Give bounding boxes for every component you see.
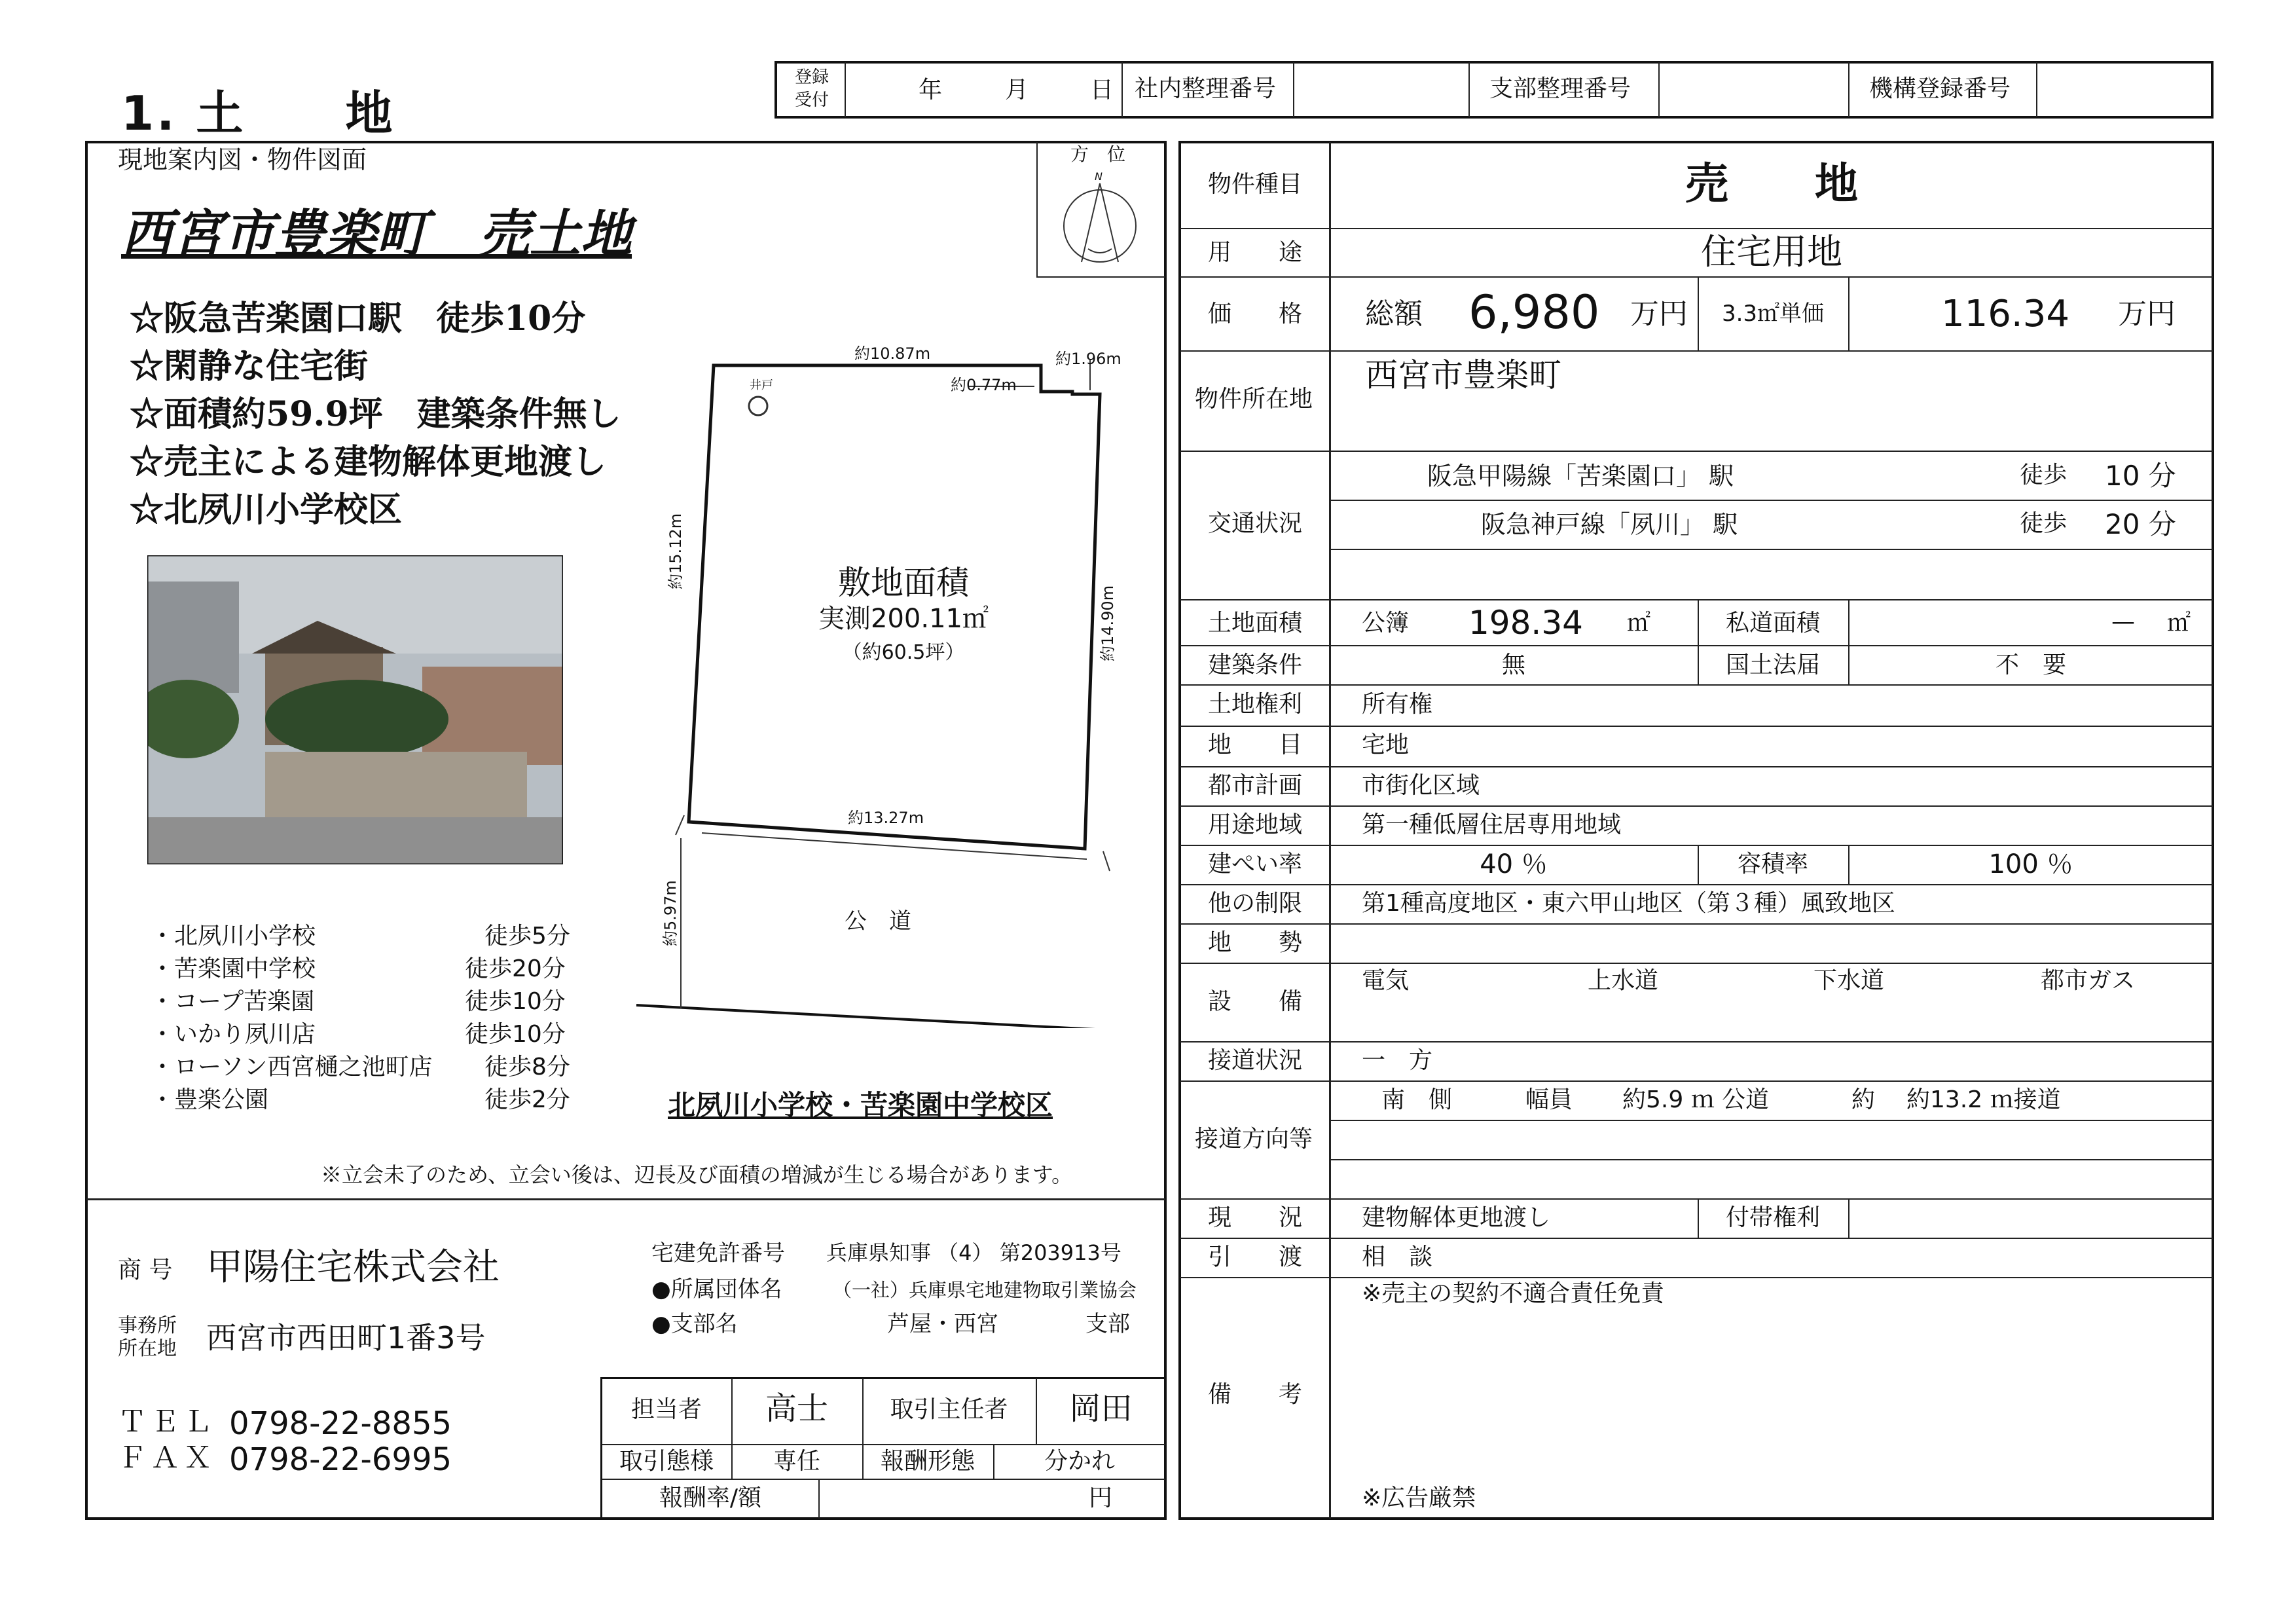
nearby-item: ・いかり夙川店 徒歩10分	[151, 1021, 566, 1048]
road-dir-side: 南 側	[1381, 1086, 1453, 1113]
transport-walk: 徒歩	[2020, 462, 2068, 489]
road-status-value: 一 方	[1362, 1047, 1433, 1074]
build-cond-value: 無	[1501, 652, 1525, 678]
facility-item: 電気	[1362, 967, 1410, 994]
orientation-label: 方 位	[1070, 143, 1126, 165]
unit-price-label: 3.3㎡単価	[1721, 301, 1825, 327]
org-no-label: 機構登録番号	[1869, 75, 2011, 102]
private-road-value: —	[2111, 608, 2135, 635]
tel-value: 0798-22-8855	[229, 1405, 452, 1442]
facility-item: 都市ガス	[2041, 967, 2136, 994]
dim-bottom: 約13.27m	[848, 809, 924, 827]
location-value: 西宮市豊楽町	[1365, 356, 1561, 394]
transport-minutes: 10 分	[2105, 460, 2176, 492]
land-area-unit: ㎡	[1627, 610, 1651, 637]
unit-price-value: 116.34	[1941, 293, 2069, 335]
private-road-label: 私道面積	[1725, 610, 1820, 637]
land-area-type: 公簿	[1362, 610, 1410, 637]
delivery-label: 引 渡	[1208, 1244, 1303, 1270]
disclaimer: ※立会未了のため、立会い後は、辺長及び面積の増減が生じる場合があります。	[321, 1162, 1073, 1187]
office-address: 西宮市西田町1番3号	[206, 1320, 486, 1356]
far-value: 100 ％	[1988, 849, 2073, 879]
far-label: 容積率	[1737, 851, 1808, 877]
dim-top-right: 約1.96m	[1055, 350, 1121, 368]
deal-type-value: 専任	[773, 1448, 820, 1475]
dim-top: 約10.87m	[854, 344, 931, 363]
land-category-label: 地 目	[1208, 731, 1303, 758]
road-contact-value: 約13.2 ｍ接道	[1906, 1086, 2061, 1113]
dim-notch: 約0.77m	[951, 376, 1017, 394]
nearby-list	[151, 920, 570, 1116]
transport-label: 交通状況	[1208, 510, 1303, 537]
total-value: 6,980	[1468, 286, 1600, 339]
private-road-unit: ㎡	[2167, 610, 2191, 637]
branch-no-field[interactable]	[1660, 64, 1846, 116]
branch-value: 芦屋・西宮	[887, 1311, 998, 1337]
facilities-label: 設 備	[1208, 988, 1303, 1015]
fee-rate-label: 報酬率/額	[659, 1485, 762, 1511]
office-label-2: 所在地	[118, 1337, 177, 1360]
org-no-field[interactable]	[2038, 64, 2211, 116]
land-rights-value: 所有権	[1362, 691, 1433, 718]
price-label: 価 格	[1208, 301, 1303, 327]
national-law-value: 不 要	[1995, 652, 2066, 678]
fee-type-value: 分かれ	[1044, 1448, 1115, 1475]
branch-no-label: 支部整理番号	[1489, 75, 1631, 102]
nearby-item: ・苦楽園中学校 徒歩20分	[151, 955, 566, 982]
map-heading: 現地案内図・物件図面	[118, 145, 367, 174]
total-unit: 万円	[1630, 297, 1688, 331]
transport-minutes: 20 分	[2105, 508, 2176, 540]
unit-price-unit: 万円	[2118, 297, 2176, 331]
feature-item: ☆阪急苦楽園口駅 徒歩10分	[130, 299, 586, 339]
property-photo	[147, 555, 563, 864]
bcr-value: 40 ％	[1480, 849, 1548, 879]
nearby-item: ・北夙川小学校 徒歩5分	[151, 923, 570, 950]
land-category-value: 宅地	[1362, 731, 1410, 758]
feature-item: ☆閑静な住宅街	[130, 346, 369, 386]
total-label: 総額	[1365, 297, 1423, 331]
type-label: 物件種目	[1208, 171, 1303, 198]
school-district: 北夙川小学校・苦楽園中学校区	[668, 1089, 1053, 1121]
city-plan-label: 都市計画	[1208, 772, 1303, 799]
tel-label: ＴＥＬ	[118, 1405, 216, 1439]
type-value: 売 地	[1685, 158, 1858, 209]
fee-type-label: 報酬形態	[880, 1448, 975, 1475]
license-label: 宅建免許番号	[651, 1240, 785, 1266]
transport-line: 阪急甲陽線「苦楽園口」 駅	[1427, 462, 1734, 490]
city-plan-value: 市街化区域	[1362, 772, 1480, 799]
right-panel	[1178, 141, 2214, 1520]
deal-type-label: 取引態様	[619, 1448, 714, 1475]
attached-rights-label: 付帯権利	[1725, 1204, 1820, 1231]
dim-left: 約15.12m	[666, 513, 685, 589]
section-title: 1. 土 地	[121, 86, 395, 141]
license-value: 兵庫県知事 （4） 第203913号	[826, 1240, 1121, 1265]
zoning-label: 用途地域	[1208, 811, 1303, 838]
assoc-label: ●所属団体名	[651, 1276, 782, 1302]
road-contact-label: 約	[1851, 1086, 1876, 1113]
reg-label-1: 登録	[794, 67, 829, 87]
north-label: N	[1095, 170, 1102, 183]
nearby-item: ・豊楽公園 徒歩2分	[151, 1086, 570, 1113]
fax-label: ＦＡＸ	[118, 1441, 216, 1475]
remarks-2: ※広告厳禁	[1362, 1485, 1476, 1511]
remarks-1: ※売主の契約不適合責任免責	[1362, 1280, 1665, 1307]
transport-line: 阪急神戸線「夙川」 駅	[1481, 510, 1738, 539]
property-title: 西宮市豊楽町 売土地	[121, 204, 632, 264]
feature-list	[130, 295, 621, 534]
other-limits-label: 他の制限	[1208, 890, 1303, 917]
other-limits-value: 第1種高度地区・東六甲山地区（第３種）風致地区	[1362, 890, 1895, 917]
nearby-item: ・ローソン西宮樋之池町店 徒歩8分	[151, 1054, 570, 1080]
road-label: 公 道	[845, 908, 911, 934]
plot-area-actual: 実測200.11㎡	[818, 604, 989, 634]
office-label-1: 事務所	[118, 1314, 177, 1337]
chief-name: 岡田	[1069, 1390, 1133, 1427]
well-label: 井戸	[750, 378, 773, 392]
land-area-value: 198.34	[1468, 604, 1583, 642]
use-value: 住宅用地	[1701, 231, 1842, 272]
plot-area-title: 敷地面積	[838, 564, 969, 602]
facility-item: 上水道	[1588, 967, 1659, 994]
fee-unit: 円	[1089, 1485, 1113, 1511]
bcr-label: 建ぺい率	[1208, 851, 1303, 877]
month-label: 月	[1005, 77, 1029, 103]
staff-name: 高士	[765, 1390, 828, 1427]
condition-label: 現 況	[1208, 1204, 1303, 1231]
trade-name: 甲陽住宅株式会社	[206, 1246, 500, 1289]
staff-label: 担当者	[630, 1396, 702, 1423]
chief-label: 取引主任者	[890, 1396, 1008, 1423]
national-law-label: 国土法届	[1725, 652, 1820, 678]
build-cond-label: 建築条件	[1208, 652, 1303, 678]
road-dir-label: 接道方向等	[1195, 1126, 1313, 1153]
dim-road: 約5.97m	[661, 880, 680, 946]
location-label: 物件所在地	[1195, 386, 1313, 413]
assoc-value: （一社）兵庫県宅地建物取引業協会	[833, 1279, 1137, 1301]
reg-label-2: 受付	[794, 90, 829, 110]
facility-item: 下水道	[1813, 967, 1885, 994]
feature-item: ☆売主による建物解体更地渡し	[130, 442, 607, 482]
branch-suffix: 支部	[1085, 1311, 1130, 1337]
trade-label: 商 号	[118, 1257, 173, 1283]
transport-walk: 徒歩	[2020, 510, 2068, 537]
feature-item: ☆面積約59.9坪 建築条件無し	[130, 394, 621, 434]
plot-area-tsubo: （約60.5坪）	[842, 641, 965, 664]
terrain-label: 地 勢	[1208, 929, 1303, 956]
zoning-value: 第一種低層住居専用地域	[1362, 811, 1622, 838]
road-width-value: 約5.9 ｍ 公道	[1622, 1086, 1770, 1113]
north-arrow-icon	[1054, 170, 1146, 268]
remarks-label: 備 考	[1208, 1381, 1303, 1408]
delivery-value: 相 談	[1362, 1244, 1433, 1270]
company-no-field[interactable]	[1295, 64, 1467, 116]
use-label: 用 途	[1208, 239, 1303, 266]
land-area-label: 土地面積	[1208, 610, 1303, 637]
day-label: 日	[1090, 77, 1114, 103]
road-status-label: 接道状況	[1208, 1047, 1303, 1074]
fax-value: 0798-22-6995	[229, 1441, 452, 1478]
branch-label: ●支部名	[651, 1311, 738, 1337]
condition-value: 建物解体更地渡し	[1362, 1204, 1551, 1231]
company-no-label: 社内整理番号	[1135, 75, 1277, 102]
year-label: 年	[919, 77, 943, 103]
dim-right: 約14.90m	[1099, 585, 1117, 661]
feature-item: ☆北夙川小学校区	[130, 490, 403, 530]
nearby-item: ・コープ苦楽園 徒歩10分	[151, 988, 566, 1015]
land-rights-label: 土地権利	[1208, 691, 1303, 718]
road-width-label: 幅員	[1525, 1086, 1573, 1113]
